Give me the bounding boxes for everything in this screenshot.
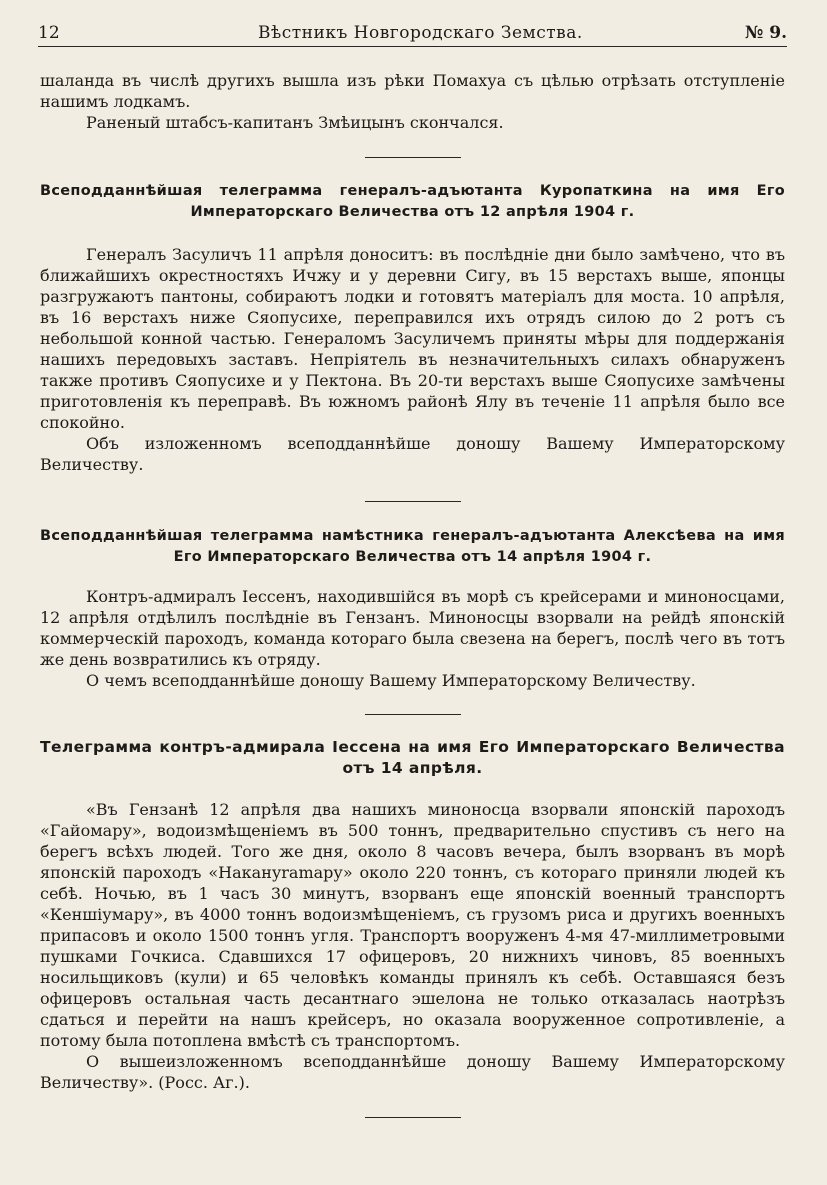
paragraph: Объ изложенномъ всеподданнѣйше доношу Вашему Императорскому Величеству. bbox=[40, 434, 785, 474]
paragraph: шаланда въ числѣ другихъ вышла изъ рѣки Помахуа съ цѣлью отрѣзать отступленіе нашимъ лодкамъ. bbox=[40, 71, 785, 111]
paragraph: Генералъ Засуличъ 11 апрѣля доноситъ: въ послѣдніе дни было замѣчено, что въ ближайшихъ окрестностяхъ Ичжу и у деревни Сигу, въ 15 верстахъ выше, японцы разгружаютъ пантоны, собираютъ лодки и готовятъ матеріалъ для моста. 10 апрѣля, въ 16 верстахъ ниже Сяопусихе, переправился ихъ отрядъ силою до 2 ротъ съ небольшой конной частью. Генераломъ Засуличемъ приняты мѣры для поддержанія нашихъ передовыхъ заставъ. Непріятель въ незначительныхъ силахъ обнаруженъ также противъ Сяопусихе и у Пектона. Въ 20-ти верстахъ выше Сяопусихе замѣчены приготовленія къ переправѣ. Въ южномъ районѣ Ялу въ теченіе 11 апрѣля было все спокойно. bbox=[40, 245, 785, 432]
section-divider bbox=[365, 157, 461, 158]
issue-number: № 9. bbox=[744, 23, 787, 43]
section-divider bbox=[365, 714, 461, 715]
paragraph: «Въ Гензанѣ 12 апрѣля два нашихъ миноносца взорвали японскій пароходъ «Гайомару», водоизмѣщеніемъ въ 500 тоннъ, предварительно спустивъ съ него на берегъ всѣхъ людей. Того же дня, около 8 часовъ вечера, былъ взорванъ въ морѣ японскій пароходъ «Накануramару» около 220 тоннъ, съ котораго приняли людей къ себѣ. Ночью, въ 1 часъ 30 минутъ, взорванъ еще японскій военный транспортъ «Кеншіумару», въ 4000 тоннъ водоизмѣщеніемъ, съ грузомъ риса и другихъ военныхъ припасовъ и около 1500 тоннъ угля. Транспортъ вооруженъ 4-мя 47-миллиметровыми пушками Гочкиса. Сдавшихся 17 офицеровъ, 20 нижнихъ чиновъ, 85 военныхъ носильщиковъ (кули) и 65 человѣкъ команды принялъ къ себѣ. Оставшаяся безъ офицеровъ остальная часть десантнаго эшелона не только отказалась наотрѣзъ сдаться и перейти на нашъ крейсеръ, но оказала вооруженное сопротивленіе, а потому была потоплена вмѣстѣ съ транспортомъ. bbox=[40, 800, 785, 1050]
article-body bbox=[40, 70, 785, 1118]
paragraph: Раненый штабсъ-капитанъ Змѣицынъ скончался. bbox=[86, 113, 504, 132]
section-divider bbox=[365, 501, 461, 502]
page-number: 12 bbox=[38, 23, 60, 43]
paragraph: О вышеизложенномъ всеподданнѣйше доношу Вашему Императорскому Величеству». (Росс. Аг.). bbox=[40, 1052, 785, 1092]
paragraph: Контръ-адмиралъ Іессенъ, находившійся въ морѣ съ крейсерами и миноносцами, 12 апрѣля отдѣлилъ послѣдніе въ Гензанъ. Миноносцы взорвали на рейдѣ японскій коммерческій пароходъ, команда котораго была свезена на берегъ, послѣ чего въ тотъ же день возвратились къ отряду. bbox=[40, 587, 785, 669]
section-heading: Всеподданнѣйшая телеграмма генералъ-адъютанта Куропаткина на имя Его Императорскаго Величества отъ 12 апрѣля 1904 г. bbox=[40, 183, 785, 220]
section-heading: Телеграмма контръ-адмирала Іессена на имя Его Императорскаго Величества отъ 14 апрѣля. bbox=[40, 738, 785, 777]
running-header bbox=[38, 22, 787, 47]
paragraph: О чемъ всеподданнѣйше доношу Вашему Императорскому Величеству. bbox=[86, 671, 696, 690]
section-heading: Всеподданнѣйшая телеграмма намѣстника генералъ-адъютанта Алексѣева на имя Его Императорскаго Величества отъ 14 апрѣля 1904 г. bbox=[40, 528, 785, 565]
journal-title: Вѣстникъ Новгородскаго Земства. bbox=[258, 23, 583, 43]
section-divider bbox=[365, 1117, 461, 1118]
